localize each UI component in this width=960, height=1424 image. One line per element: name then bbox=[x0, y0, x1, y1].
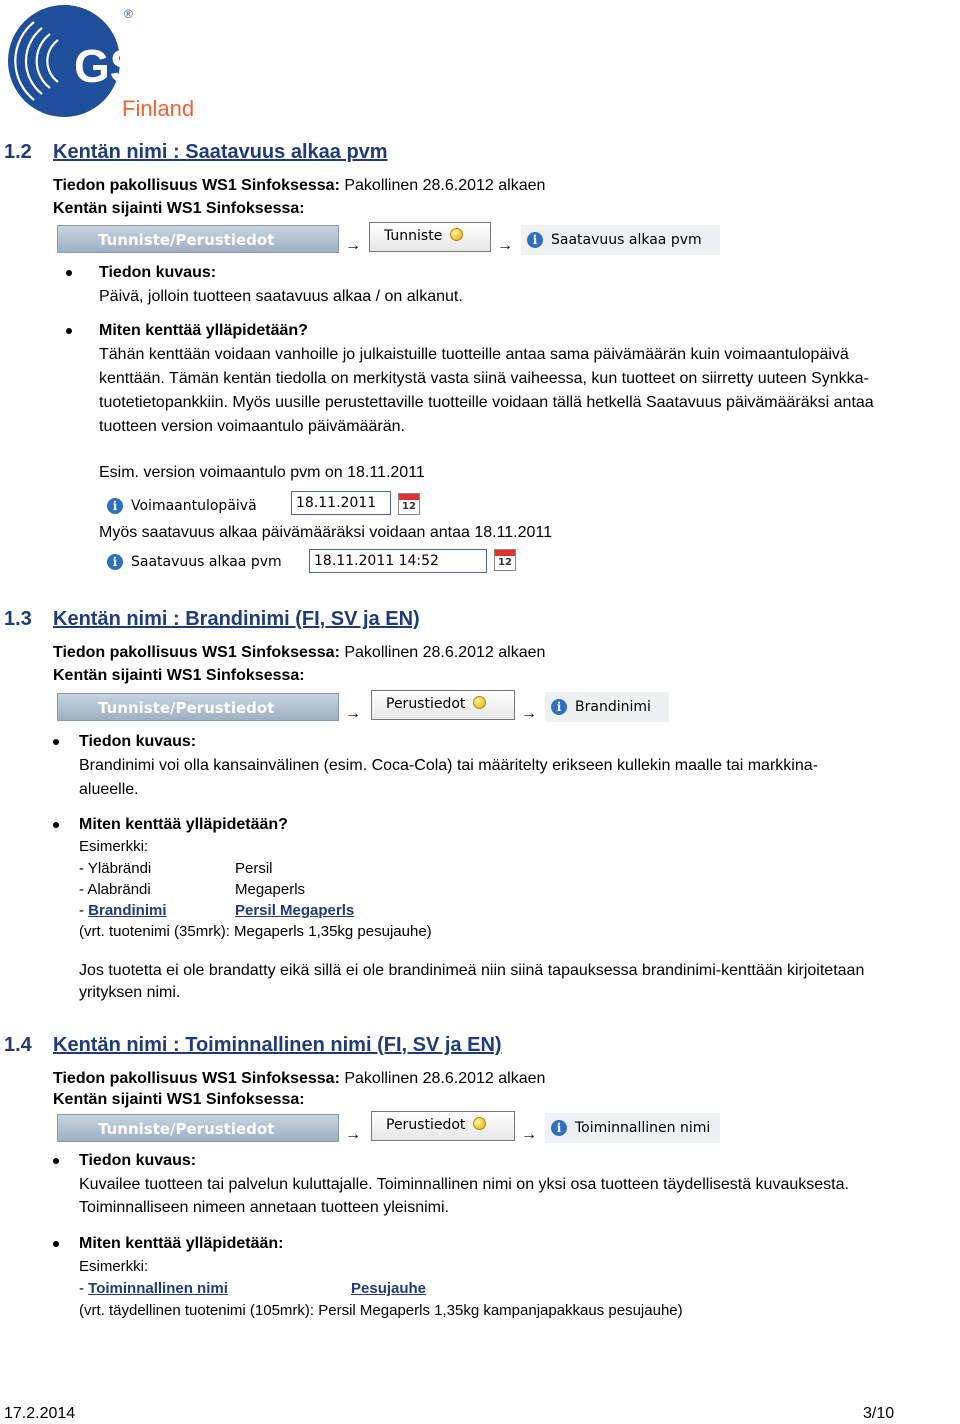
example-key: - Alabrändi bbox=[79, 881, 151, 898]
section-number: 1.4 bbox=[4, 1034, 32, 1056]
maint-line: Tähän kenttään voidaan vanhoille jo julkaistuille tuotteille antaa sama päivämäärän kuin voimaantulopäivä bbox=[99, 346, 849, 363]
field-saatavuus-alkaa-pvm: i Saatavuus alkaa pvm bbox=[521, 225, 720, 255]
section-number: 1.3 bbox=[4, 608, 32, 630]
info-icon: i bbox=[527, 232, 543, 248]
maint-line: tuotetietopankkiin. Myös uusille perustettaville tuotteille voidaan tällä hetkellä Saatavuus päivämääräksi antaa bbox=[99, 394, 874, 411]
desc-heading: Tiedon kuvaus: bbox=[79, 1152, 197, 1169]
example-note: (vrt. täydellinen tuotenimi (105mrk): Persil Megaperls 1,35kg kampanjapakkaus pesujauhe) bbox=[79, 1302, 683, 1319]
example-value-link: Persil Megaperls bbox=[235, 902, 355, 919]
logo-brand: GS1 bbox=[74, 40, 167, 92]
desc-line: alueelle. bbox=[79, 781, 139, 798]
example-note: (vrt. tuotenimi (35mrk): Megaperls 1,35kg pesujauhe) bbox=[79, 923, 432, 940]
maint-heading: Miten kenttää ylläpidetään? bbox=[79, 816, 288, 833]
bullet bbox=[53, 739, 59, 745]
bullet bbox=[66, 328, 72, 334]
field-brandinimi: i Brandinimi bbox=[545, 692, 669, 722]
section-title: Kentän nimi : Toiminnallinen nimi (FI, SV ja EN) bbox=[53, 1034, 502, 1056]
svg-text:®: ® bbox=[124, 7, 133, 21]
maint-line: kenttään. Tämän kentän tiedolla on merkitystä vasta siinä vaiheessa, kun tuotteet on siirretty uuteen Synkka- bbox=[99, 370, 869, 387]
example-value: Persil bbox=[235, 860, 273, 877]
tab-perustiedot[interactable]: Perustiedot bbox=[371, 1111, 515, 1141]
example-value: Megaperls bbox=[235, 881, 306, 898]
bullet bbox=[53, 1241, 59, 1247]
examples-label: Esimerkki: bbox=[79, 1258, 149, 1275]
example-2: Myös saatavuus alkaa päivämääräksi voidaan antaa 18.11.2011 bbox=[99, 524, 553, 541]
note-line: yrityksen nimi. bbox=[79, 984, 181, 1001]
logo-country: Finland bbox=[122, 96, 195, 120]
info-icon: i bbox=[551, 1120, 567, 1136]
status-dot-icon bbox=[473, 696, 486, 709]
desc-heading: Tiedon kuvaus: bbox=[79, 733, 197, 750]
section-title: Kentän nimi : Saatavuus alkaa pvm bbox=[53, 141, 388, 163]
desc-line: Kuvailee tuotteen tai palvelun kuluttajalle. Toiminnallinen nimi on yksi osa tuotteen täydellisestä kuvauksesta. bbox=[79, 1176, 849, 1193]
note-line: Jos tuotetta ei ole brandatty eikä sillä ei ole brandinimeä niin siinä tapauksessa brandinimi-kenttään kirjoitetaan bbox=[79, 962, 865, 979]
footer-page-number: 3/10 bbox=[863, 1405, 895, 1422]
maint-line: tuotteen version voimaantulo päivämäärän. bbox=[99, 418, 405, 435]
date-input-voimaantulo[interactable]: 18.11.2011 bbox=[291, 491, 391, 515]
arrow-icon: → bbox=[345, 1126, 361, 1143]
footer-date: 17.2.2014 bbox=[4, 1405, 76, 1422]
requirement: Tiedon pakollisuus WS1 Sinfoksessa: Pakollinen 28.6.2012 alkaen bbox=[53, 1070, 546, 1087]
tab-perustiedot[interactable]: Perustiedot bbox=[371, 690, 515, 720]
arrow-icon: → bbox=[497, 237, 513, 254]
calendar-icon[interactable]: 12 bbox=[398, 493, 420, 515]
location-label: Kentän sijainti WS1 Sinfoksessa: bbox=[53, 667, 305, 684]
maint-heading: Miten kenttää ylläpidetään: bbox=[79, 1235, 284, 1252]
example-value-link: Pesujauhe bbox=[351, 1280, 427, 1297]
section-number: 1.2 bbox=[4, 141, 32, 163]
calendar-icon[interactable]: 12 bbox=[494, 549, 516, 571]
example-key-link: - Toiminnallinen nimi bbox=[79, 1280, 228, 1297]
example-1: Esim. version voimaantulo pvm on 18.11.2011 bbox=[99, 464, 425, 481]
tab-tunniste[interactable]: Tunniste bbox=[369, 222, 491, 252]
arrow-icon: → bbox=[345, 237, 361, 254]
tab-tunniste-perustiedot[interactable]: Tunniste/Perustiedot bbox=[57, 693, 339, 721]
requirement: Tiedon pakollisuus WS1 Sinfoksessa: Pakollinen 28.6.2012 alkaen bbox=[53, 644, 546, 661]
examples-label: Esimerkki: bbox=[79, 838, 149, 855]
arrow-icon: → bbox=[521, 1126, 537, 1143]
example-key: - Yläbrändi bbox=[79, 860, 152, 877]
desc-line: Brandinimi voi olla kansainvälinen (esim. Coca-Cola) tai määritelty erikseen kullekin maalle tai markkina- bbox=[79, 757, 818, 774]
maint-heading: Miten kenttää ylläpidetään? bbox=[99, 322, 308, 339]
example-key-link: - Brandinimi bbox=[79, 902, 167, 919]
field-toiminnallinen-nimi: i Toiminnallinen nimi bbox=[545, 1113, 720, 1143]
bullet bbox=[66, 270, 72, 276]
field-voimaantulopaiva: i Voimaantulopäivä bbox=[101, 491, 279, 521]
requirement: Tiedon pakollisuus WS1 Sinfoksessa: Pakollinen 28.6.2012 alkaen bbox=[53, 177, 546, 194]
section-title: Kentän nimi : Brandinimi (FI, SV ja EN) bbox=[53, 608, 420, 630]
desc-heading: Tiedon kuvaus: bbox=[99, 264, 217, 281]
bullet bbox=[53, 1158, 59, 1164]
location-label: Kentän sijainti WS1 Sinfoksessa: bbox=[53, 1091, 305, 1108]
bullet bbox=[53, 822, 59, 828]
status-dot-icon bbox=[450, 228, 463, 241]
location-label: Kentän sijainti WS1 Sinfoksessa: bbox=[53, 200, 305, 217]
desc-text: Päivä, jolloin tuotteen saatavuus alkaa / on alkanut. bbox=[99, 288, 463, 305]
arrow-icon: → bbox=[521, 705, 537, 722]
tab-tunniste-perustiedot[interactable]: Tunniste/Perustiedot bbox=[57, 225, 339, 253]
field-saatavuus-alkaa-pvm: i Saatavuus alkaa pvm bbox=[101, 547, 301, 577]
info-icon: i bbox=[551, 699, 567, 715]
arrow-icon: → bbox=[345, 705, 361, 722]
desc-line: Toiminnalliseen nimeen annetaan tuotteen yleisnimi. bbox=[79, 1199, 449, 1216]
tab-tunniste-perustiedot[interactable]: Tunniste/Perustiedot bbox=[57, 1114, 339, 1142]
gs1-finland-logo bbox=[4, 2, 199, 120]
date-input-saatavuus[interactable]: 18.11.2011 14:52 bbox=[309, 549, 487, 573]
info-icon: i bbox=[107, 498, 123, 514]
status-dot-icon bbox=[473, 1117, 486, 1130]
info-icon: i bbox=[107, 554, 123, 570]
